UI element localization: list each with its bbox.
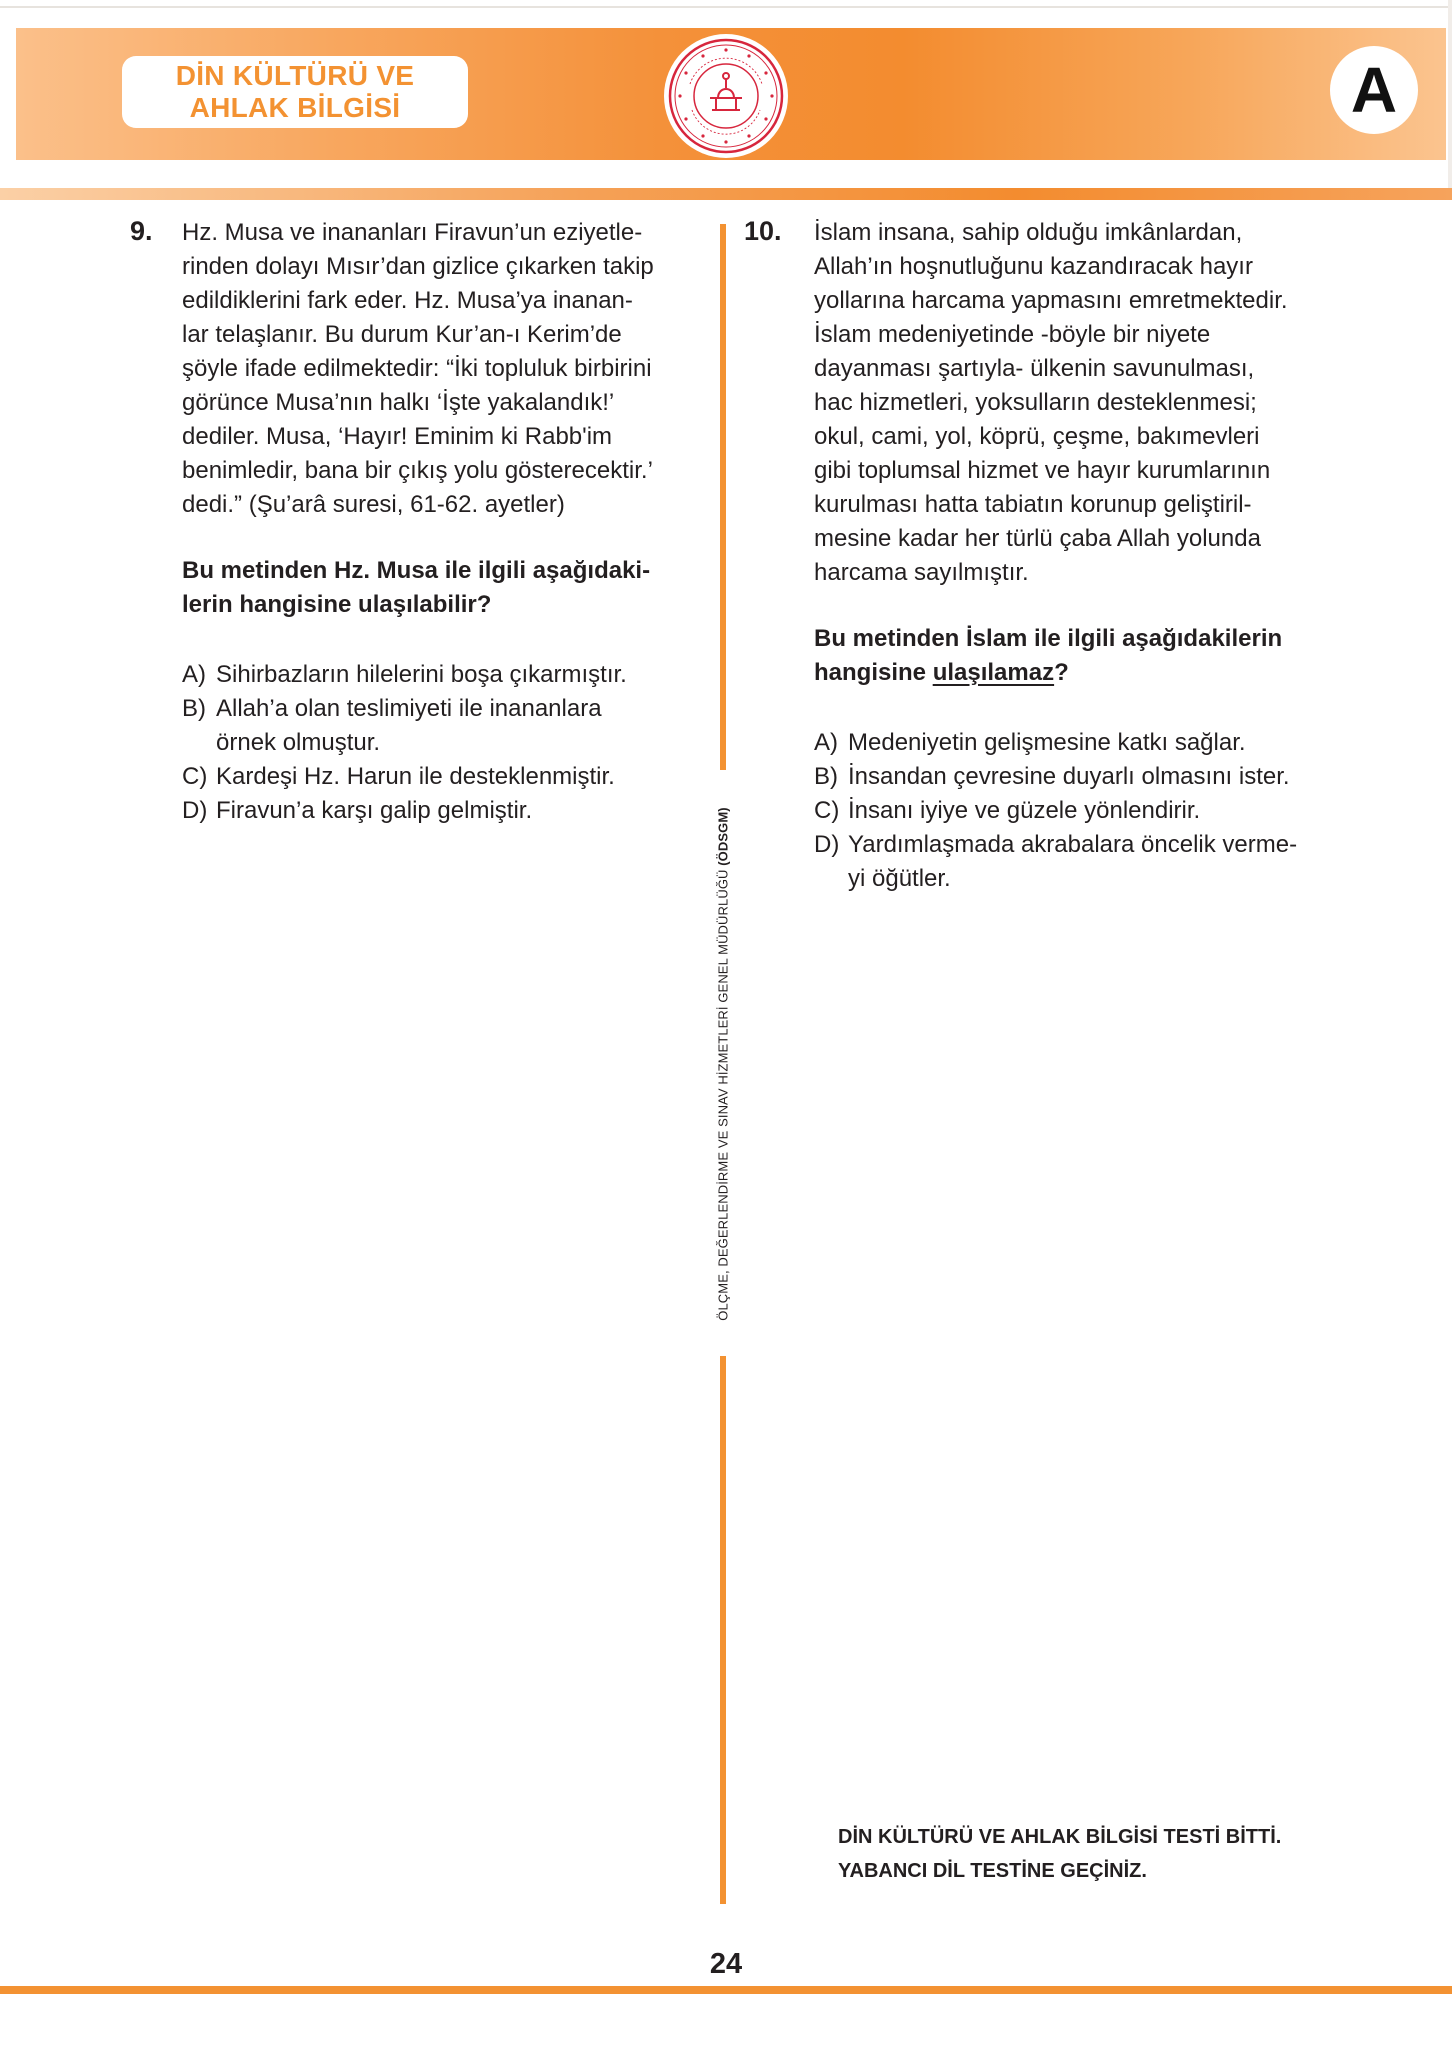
question-10-text-line: Allah’ın hoşnutluğunu kazandıracak hayır (814, 253, 1253, 280)
question-10-prompt-line: Bu metinden İslam ile ilgili aşağıdakilerin (814, 625, 1283, 652)
booklet-type-letter: A (1350, 54, 1398, 126)
question-9-option-a[interactable] (182, 658, 702, 692)
question-10-text-line: okul, cami, yol, köprü, çeşme, bakımevleri (814, 423, 1260, 450)
option-letter: C) (814, 797, 840, 824)
column-divider-top (720, 224, 726, 770)
question-9-options (182, 658, 702, 828)
question-10-text-line: İslam medeniyetinde -böyle bir niyete (814, 321, 1211, 348)
booklet-type-badge (1330, 46, 1418, 134)
question-9-prompt (182, 554, 702, 622)
question-10-text-line: İslam insana, sahip olduğu imkânlardan, (814, 219, 1243, 246)
question-9-text-line: edildiklerini fark eder. Hz. Musa’ya inanan- (182, 287, 633, 314)
question-9-number: 9. (130, 216, 153, 246)
option-letter: D) (814, 831, 840, 858)
question-10-option-c[interactable] (814, 794, 1374, 828)
question-9-text (182, 216, 702, 522)
vertical-credit-name: ÖLÇME, DEĞERLENDİRME VE SINAV HİZMETLERİ GENEL MÜDÜRLÜĞÜ (715, 869, 731, 1321)
question-10-text-line: dayanması şartıyla- ülkenin savunulması, (814, 355, 1255, 382)
question-10-prompt (814, 622, 1374, 690)
footer-rule (0, 1986, 1452, 1994)
option-text: İnsanı iyiye ve güzele yönlendirir. (848, 797, 1201, 824)
question-10-options (814, 726, 1374, 896)
option-text (216, 692, 702, 760)
subject-title-line-1: DİN KÜLTÜRÜ VE (175, 60, 415, 91)
header-edge (1448, 0, 1452, 190)
question-9-prompt-line: lerin hangisine ulaşılabilir? (182, 591, 492, 618)
question-9-option-b[interactable] (182, 692, 702, 760)
prompt-text: ? (1054, 659, 1069, 686)
ministry-seal-icon (664, 34, 788, 158)
question-10-text-line: hac hizmetleri, yoksulların desteklenmesi; (814, 389, 1257, 416)
question-9-prompt-line: Bu metinden Hz. Musa ile ilgili aşağıdaki- (182, 557, 651, 584)
question-9-text-line: Hz. Musa ve inananları Firavun’un eziyetle- (182, 219, 643, 246)
question-10-number: 10. (744, 216, 782, 246)
question-9-text-line: lar telaşlanır. Bu durum Kur’an-ı Kerim’de (182, 321, 622, 348)
question-9-text-line: dedi.” (Şu’arâ suresi, 61-62. ayetler) (182, 491, 565, 518)
vertical-credit-text (716, 807, 731, 1320)
vertical-credit-abbr: (ÖDSGM) (715, 807, 731, 866)
question-9-option-d[interactable] (182, 794, 702, 828)
question-9-text-line: dediler. Musa, ‘Hayır! Eminim ki Rabb'im (182, 423, 613, 450)
option-letter: B) (182, 695, 206, 722)
ministry-seal-logo (664, 34, 788, 158)
option-text: Medeniyetin gelişmesine katkı sağlar. (848, 729, 1246, 756)
header-rule (0, 188, 1452, 200)
question-10-option-a[interactable] (814, 726, 1374, 760)
option-text-line: Yardımlaşmada akrabalara öncelik verme- (848, 831, 1298, 858)
option-letter: A) (814, 729, 838, 756)
question-10-text-line: kurulması hatta tabiatın korunup geliştiril- (814, 491, 1252, 518)
option-text: Kardeşi Hz. Harun ile desteklenmiştir. (216, 763, 615, 790)
page-number: 24 (709, 1948, 743, 1980)
question-10-text-line: gibi toplumsal hizmet ve hayır kurumlarının (814, 457, 1271, 484)
test-end-note-line: DİN KÜLTÜRÜ VE AHLAK BİLGİSİ TESTİ BİTTİ. (838, 1826, 1282, 1848)
option-text-line: Allah’a olan teslimiyeti ile inananlara (216, 695, 602, 722)
option-letter: D) (182, 797, 208, 824)
prompt-text: hangisine (814, 659, 933, 686)
option-text: Firavun’a karşı galip gelmiştir. (216, 797, 533, 824)
question-9-option-c[interactable] (182, 760, 702, 794)
question-10-prompt-line (814, 656, 1374, 690)
test-end-note (838, 1820, 1281, 1888)
option-text-line: örnek olmuştur. (216, 729, 381, 756)
prompt-emphasis-underlined: ulaşılamaz (932, 659, 1055, 686)
option-text-line: yi öğütler. (848, 865, 951, 892)
column-divider-bottom (720, 1356, 726, 1904)
question-9-text-line: görünce Musa’nın halkı ‘İşte yakalandık!’ (182, 389, 615, 416)
option-letter: C) (182, 763, 208, 790)
option-letter: A) (182, 661, 206, 688)
option-text (848, 828, 1374, 896)
subject-title-box (122, 56, 468, 128)
question-10-text (814, 216, 1374, 590)
option-text: Sihirbazların hilelerini boşa çıkarmıştır. (216, 661, 627, 688)
question-9-text-line: benimledir, bana bir çıkış yolu gösterecektir.’ (182, 457, 653, 484)
question-10-option-d[interactable] (814, 828, 1374, 896)
question-10-text-line: yollarına harcama yapmasını emretmektedir. (814, 287, 1288, 314)
question-10-text-line: harcama sayılmıştır. (814, 559, 1029, 586)
question-10-text-line: mesine kadar her türlü çaba Allah yolunda (814, 525, 1261, 552)
subject-title-line-2: AHLAK BİLGİSİ (189, 92, 401, 123)
option-letter: B) (814, 763, 838, 790)
question-9-text-line: şöyle ifade edilmektedir: “İki topluluk birbirini (182, 355, 652, 382)
question-10-option-b[interactable] (814, 760, 1374, 794)
question-9-text-line: rinden dolayı Mısır’dan gizlice çıkarken takip (182, 253, 654, 280)
option-text: İnsandan çevresine duyarlı olmasını ister. (848, 763, 1290, 790)
test-end-note-line: YABANCI DİL TESTİNE GEÇİNİZ. (838, 1860, 1147, 1882)
